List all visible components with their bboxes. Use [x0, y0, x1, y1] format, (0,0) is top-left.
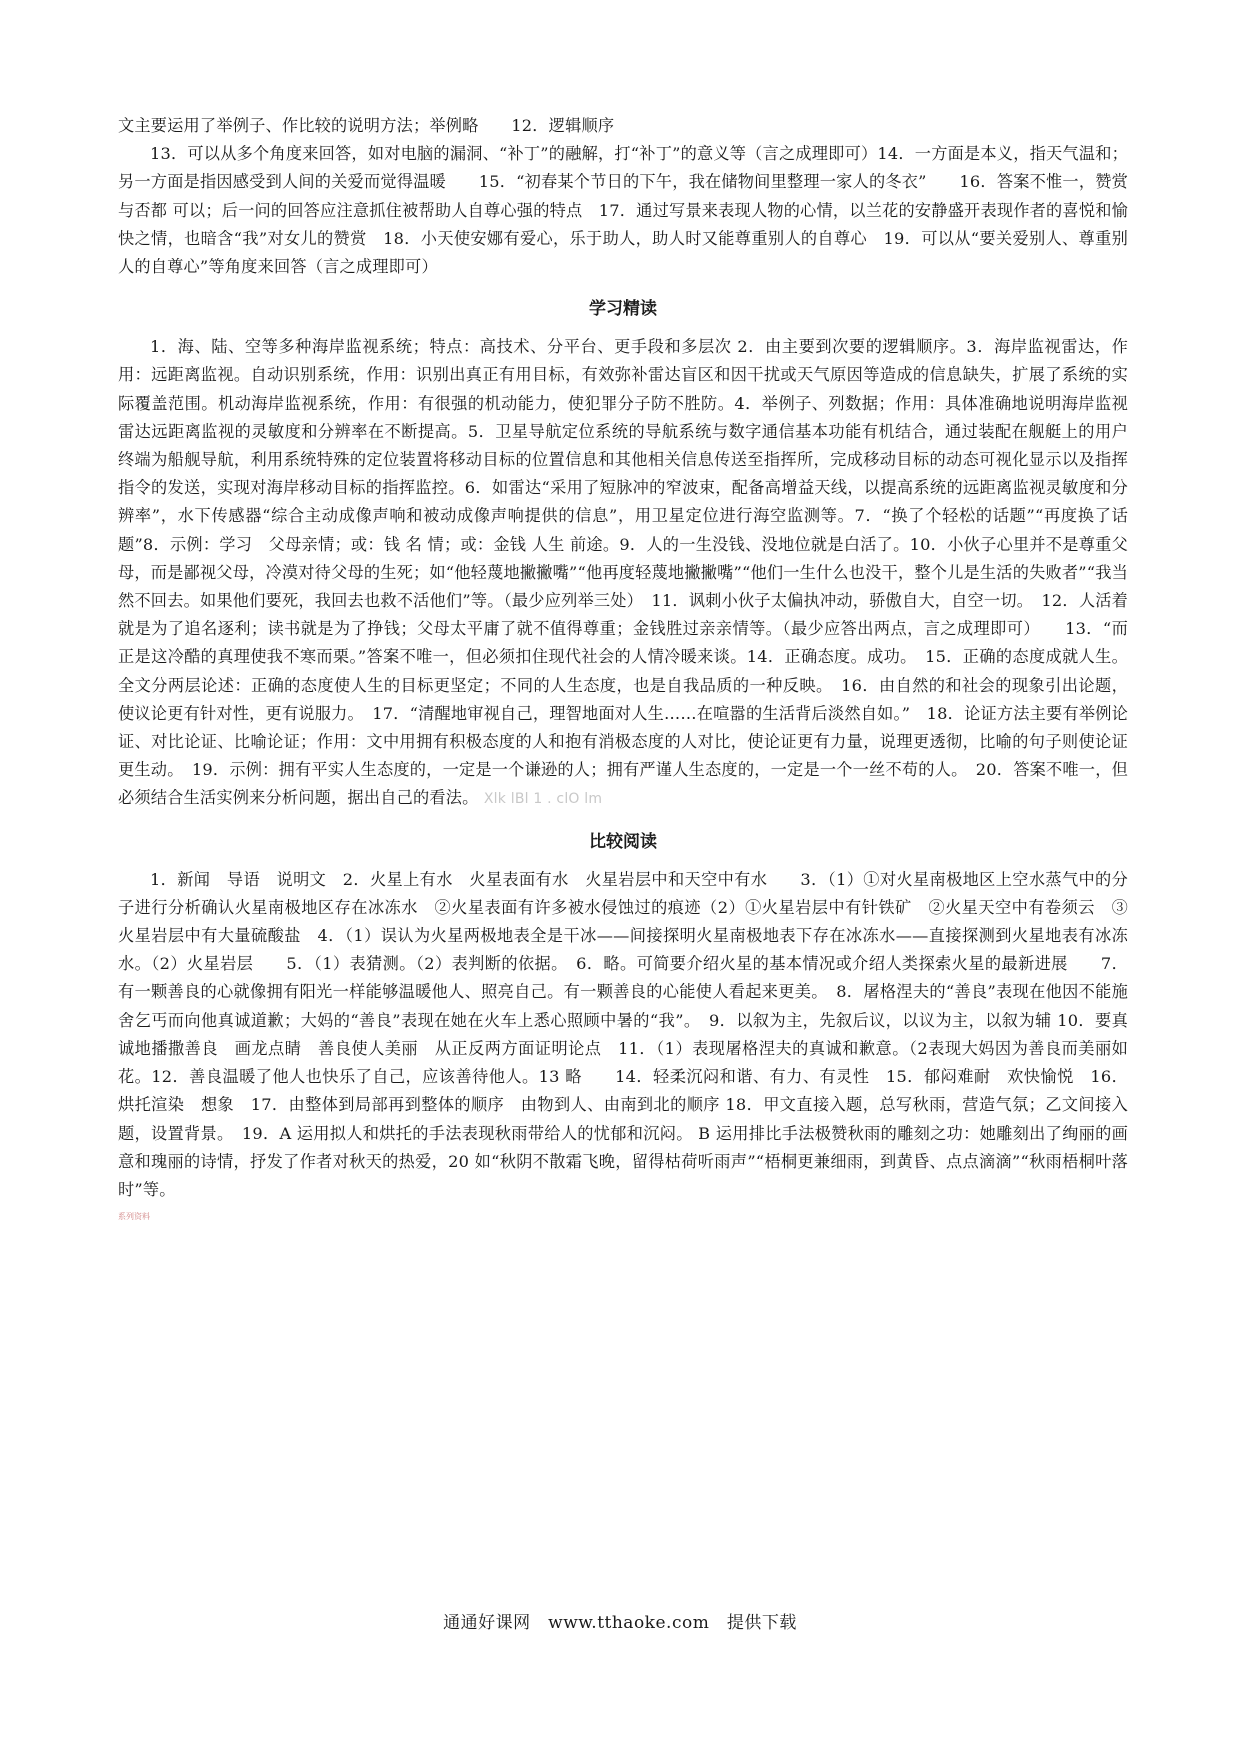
document-page — [118, 112, 1128, 1204]
intro-line-1: 文主要运用了举例子、作比较的说明方法；举例略 12．逻辑顺序 — [118, 116, 615, 135]
section-title-bijiao-yuedu: 比较阅读 — [589, 831, 657, 852]
section-title-xuexi-jingdu: 学习精读 — [589, 299, 657, 320]
small-source-mark: 系列资料 — [118, 1212, 150, 1221]
inline-watermark: Xlk lBl 1 . clO lm — [483, 791, 603, 808]
section-body-xuexi-jingdu — [118, 333, 1128, 813]
section1-text: 1．海、陆、空等多种海岸监视系统；特点：高技术、分平台、更手段和多层次 2．由主要到次要的逻辑顺序。3．海岸监视雷达，作用：远距离监视。自动识别系统，作用：识别出真正有用目标，有效弥补雷达盲区和因干扰或天气原因等造成的信息缺失，扩展了系统的实际覆盖范围。机动海岸监视系统，作用：有很强的机动能力，使犯罪分子防不胜防。4．举例子、列数据；作用：具体准确地说明海岸监视雷达远距离监视的灵敏度和分辨率在不断提高。5．卫星导航定位系统的导航系统与数字通信基本功能有机结合，通过装配在舰艇上的用户终端为船舰导航，利用系统特殊的定位装置将移动目标的位置信息和其他相关信息传送至指挥所，完成移动目标的动态可视化显示以及指挥指令的发送，实现对海岸移动目标的指挥监控。6．如雷达“采用了短脉冲的窄波束，配备高增益天线，以提高系统的远距离监视灵敏度和分辨率”，水下传感器“综合主动成像声响和被动成像声响提供的信息”，用卫星定位进行海空监测等。7．“换了个轻松的话题”“再度换了话题”8．示例：学习 父母亲情；或：钱 名 情；或：金钱 人生 前途。9．人的一生没钱、没地位就是白活了。10．小伙子心里并不是尊重父母，而是鄙视父母，冷漠对待父母的生死；如“他轻蔑地撇撇嘴”“他再度轻蔑地撇撇嘴”“他们一生什么也没干，整个儿是生活的失败者”“我当然不回去。如果他们要死，我回去也救不活他们”等。（最少应列举三处） 11．讽刺小伙子太偏执冲动，骄傲自大，自空一切。 12．人活着就是为了追名逐利；读书就是为了挣钱；父母太平庸了就不值得尊重；金钱胜过亲亲情等。（最少应答出两点，言之成理即可） 13．“而正是这冷酷的真理使我不寒而栗。”答案不唯一，但必须扣住现代社会的人情冷暖来谈。14．正确态度。成功。 15．正确的态度成就人生。全文分两层论述：正确的态度使人生的目标更坚定；不同的人生态度，也是自我品质的一种反映。 16．由自然的和社会的现象引出论题，使议论更有针对性，更有说服力。 17．“清醒地审视自己，理智地面对人生……在喧嚣的生活背后淡然自如。” 18．论证方法主要有举例论证、对比论证、比喻论证；作用：文中用拥有积极态度的人和抱有消极态度的人对比，使论证更有力量，说理更透彻，比喻的句子则使论证更生动。 19．示例：拥有平实人生态度的，一定是一个谦逊的人；拥有严谨人生态度的，一定是一个一丝不苟的人。 20．答案不唯一，但必须结合生活实例来分析问题，据出自己的看法。 — [118, 337, 1128, 808]
intro-paragraph: 13．可以从多个角度来回答，如对电脑的漏洞、“补丁”的融解，打“补丁”的意义等（言之成理即可）14．一方面是本义，指天气温和；另一方面是指因感受到人间的关爱而觉得温暖 15．“初春某个节日的下午，我在储物间里整理一家人的冬衣” 16．答案不惟一，赞赏与否都 可以；后一问的回答应注意抓住被帮助人自尊心强的特点 17．通过写景来表现人物的心情，以兰花的安静盛开表现作者的喜悦和愉快之情，也暗含“我”对女儿的赞赏 18．小天使安娜有爱心，乐于助人，助人时又能尊重别人的自尊心 19．可以从“要关爱别人、尊重别人的自尊心”等角度来回答（言之成理即可） — [118, 144, 1128, 277]
section-body-bijiao-yuedu: 1．新闻 导语 说明文 2．火星上有水 火星表面有水 火星岩层中和天空中有水 3．（1）①对火星南极地区上空水蒸气中的分子进行分析确认火星南极地区存在冰冻水 ②火星表面有许多被水侵蚀过的痕迹（2）①火星岩层中有针铁矿 ②火星天空中有卷须云 ③火星岩层中有大量硫酸盐 4．（1）误认为火星两极地表全是干冰——间接探明火星南极地表下存在冰冻水——直接探测到火星地表有冰冻水。（2）火星岩层 5．（1）表猜测。（2）表判断的依据。 6．略。可简要介绍火星的基本情况或介绍人类探索火星的最新进展 7．有一颗善良的心就像拥有阳光一样能够温暖他人、照亮自己。有一颗善良的心能使人看起来更美。 8．屠格涅夫的“善良”表现在他因不能施舍乞丐而向他真诚道歉；大妈的“善良”表现在她在火车上悉心照顾中暑的“我”。 9．以叙为主，先叙后议，以议为主，以叙为辅 10．要真诚地播撒善良 画龙点睛 善良使人美丽 从正反两方面证明论点 11．（1）表现屠格涅夫的真诚和歉意。（2表现大妈因为善良而美丽如花。12．善良温暖了他人也快乐了自己，应该善待他人。13 略 14．轻柔沉闷和谐、有力、有灵性 15．郁闷难耐 欢快愉悦 16．烘托渲染 想象 17．由整体到局部再到整体的顺序 由物到人、由南到北的顺序 18．甲文直接入题，总写秋雨，营造气氛；乙文间接入题，设置背景。 19．A 运用拟人和烘托的手法表现秋雨带给人的忧郁和沉闷。 B 运用排比手法极赞秋雨的雕刻之功：她雕刻出了绚丽的画意和瑰丽的诗情，抒发了作者对秋天的热爱，20 如“秋阴不散霜飞晚，留得枯荷听雨声”“梧桐更兼细雨，到黄昏、点点滴滴”“秋雨梧桐叶落时”等。 — [118, 869, 1128, 1199]
page-footer: 通通好课网 www.tthaoke.com 提供下载 — [443, 1613, 797, 1633]
